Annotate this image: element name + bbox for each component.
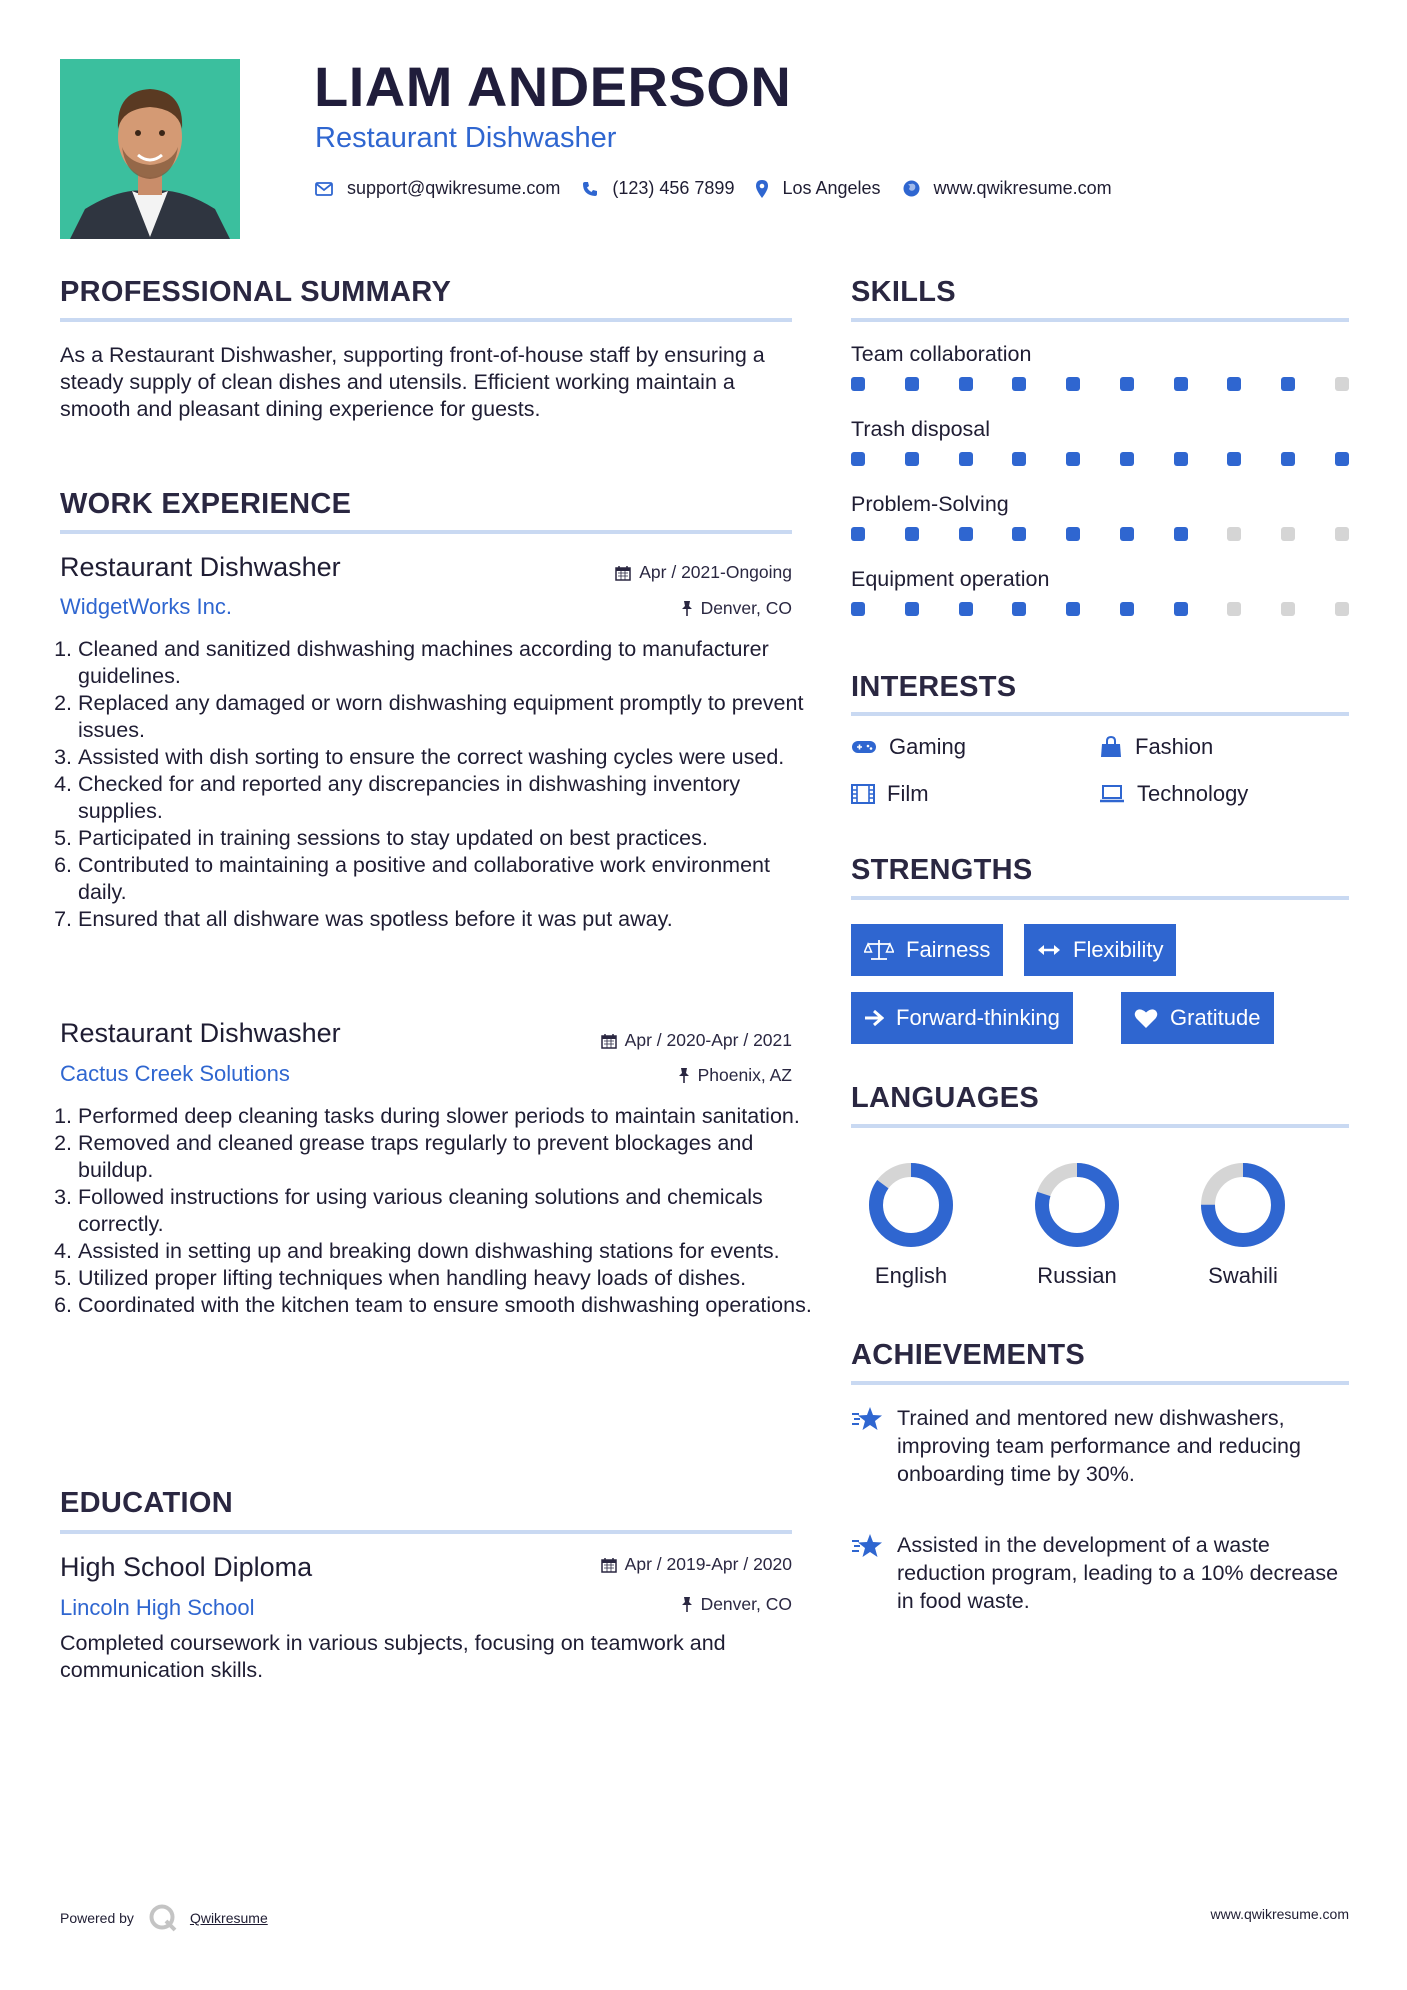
rating-dot-filled xyxy=(851,377,865,391)
job-location xyxy=(678,1065,792,1086)
languages-divider xyxy=(851,1124,1349,1128)
job-title: Restaurant Dishwasher xyxy=(60,552,341,582)
job-location-text: Phoenix, AZ xyxy=(697,1065,792,1085)
interest-label: Technology xyxy=(1137,781,1249,806)
brand-link[interactable]: Qwikresume xyxy=(189,1910,268,1926)
language-item xyxy=(1022,1160,1132,1289)
rating-dot-filled xyxy=(1174,602,1188,616)
language-donut xyxy=(1198,1160,1288,1250)
rating-dot-filled xyxy=(959,377,973,391)
achievements-divider xyxy=(851,1381,1349,1385)
rating-dot-filled xyxy=(851,602,865,616)
rating-dot-filled xyxy=(1335,452,1349,466)
heart-icon xyxy=(1134,1008,1158,1029)
strength-flexibility xyxy=(1024,924,1176,976)
list-item: 3. Assisted with dish sorting to ensure the correct washing cycles were used. xyxy=(78,744,818,771)
strength-gratitude xyxy=(1121,992,1274,1044)
skills-divider xyxy=(851,318,1349,322)
arrow-right-icon xyxy=(864,1009,884,1027)
job-location xyxy=(681,598,792,619)
strength-label: Fairness xyxy=(906,937,991,962)
education-heading: EDUCATION xyxy=(60,1487,233,1519)
rating-dot-filled xyxy=(1012,602,1026,616)
rating-dot-filled xyxy=(905,452,919,466)
rating-dot-filled xyxy=(1012,452,1026,466)
language-item xyxy=(1188,1160,1298,1289)
interest-gaming xyxy=(851,734,966,760)
rating-dot-filled xyxy=(1066,602,1080,616)
skill-label: Trash disposal xyxy=(851,417,991,441)
job-title: Restaurant Dishwasher xyxy=(60,1018,341,1048)
pin-icon xyxy=(681,1596,693,1613)
education-location-text: Denver, CO xyxy=(700,1594,792,1614)
powered-by-label: Powered by xyxy=(60,1910,134,1926)
interest-label: Film xyxy=(887,781,929,806)
rating-dot-filled xyxy=(959,452,973,466)
company-name: WidgetWorks Inc. xyxy=(60,594,232,619)
skill-rating xyxy=(851,527,1349,541)
list-item: 2. Removed and cleaned grease traps regularly to prevent blockages and buildup. xyxy=(78,1130,818,1184)
strength-label: Forward-thinking xyxy=(896,1005,1060,1030)
contact-location xyxy=(756,178,880,199)
rating-dot-empty xyxy=(1281,602,1295,616)
contact-website-text: www.qwikresume.com xyxy=(933,178,1112,198)
strength-label: Flexibility xyxy=(1073,937,1164,962)
film-icon xyxy=(851,784,875,804)
rating-dot-filled xyxy=(1012,527,1026,541)
balance-scale-icon xyxy=(864,939,894,961)
interests-heading: INTERESTS xyxy=(851,671,1017,703)
rating-dot-filled xyxy=(1227,377,1241,391)
rating-dot-filled xyxy=(1120,452,1134,466)
contact-phone-text: (123) 456 7899 xyxy=(612,178,735,198)
rating-dot-filled xyxy=(1120,602,1134,616)
shopping-bag-icon xyxy=(1099,736,1123,758)
rating-dot-empty xyxy=(1335,602,1349,616)
list-item: 1. Performed deep cleaning tasks during slower periods to maintain sanitation. xyxy=(78,1103,818,1130)
rating-dot-filled xyxy=(1012,377,1026,391)
summary-divider xyxy=(60,318,792,322)
rating-dot-filled xyxy=(959,527,973,541)
interest-film xyxy=(851,781,929,807)
arrows-horizontal-icon xyxy=(1037,943,1061,957)
rating-dot-empty xyxy=(1281,527,1295,541)
experience-heading: WORK EXPERIENCE xyxy=(60,488,352,520)
education-description: Completed coursework in various subjects, focusing on teamwork and communication skills. xyxy=(60,1631,726,1682)
rating-dot-filled xyxy=(1227,452,1241,466)
phone-icon xyxy=(582,181,598,197)
list-item: 7. Ensured that all dishware was spotless before it was put away. xyxy=(78,906,818,933)
rating-dot-filled xyxy=(851,527,865,541)
rating-dot-filled xyxy=(1174,527,1188,541)
rating-dot-filled xyxy=(905,377,919,391)
star-icon xyxy=(851,1533,883,1559)
rating-dot-empty xyxy=(1227,527,1241,541)
strengths-heading: STRENGTHS xyxy=(851,854,1033,886)
languages-heading: LANGUAGES xyxy=(851,1082,1039,1114)
strength-forward-thinking xyxy=(851,992,1073,1044)
rating-dot-filled xyxy=(905,527,919,541)
skill-item xyxy=(851,567,1349,642)
map-marker-icon xyxy=(756,180,768,198)
rating-dot-filled xyxy=(1281,377,1295,391)
contact-email-text: support@qwikresume.com xyxy=(347,178,561,198)
globe-icon xyxy=(903,180,920,197)
list-item: 1. Cleaned and sanitized dishwashing machines according to manufacturer guidelines. xyxy=(78,636,818,690)
qwikresume-logo-icon xyxy=(148,1903,178,1933)
list-item: 3. Followed instructions for using various cleaning solutions and chemicals correctly. xyxy=(78,1184,818,1238)
skill-rating xyxy=(851,452,1349,466)
contact-website[interactable] xyxy=(903,178,1112,199)
company-name: Cactus Creek Solutions xyxy=(60,1061,290,1086)
contact-email[interactable] xyxy=(315,178,560,199)
rating-dot-filled xyxy=(1066,452,1080,466)
footer-website[interactable]: www.qwikresume.com xyxy=(1210,1906,1349,1922)
rating-dot-filled xyxy=(1066,527,1080,541)
envelope-icon xyxy=(315,182,333,196)
interest-label: Fashion xyxy=(1135,734,1214,759)
summary-heading: PROFESSIONAL SUMMARY xyxy=(60,276,452,308)
interest-fashion xyxy=(1099,734,1213,760)
job-location-text: Denver, CO xyxy=(700,598,792,618)
rating-dot-filled xyxy=(1066,377,1080,391)
calendar-icon xyxy=(601,1557,617,1573)
candidate-name: LIAM ANDERSON xyxy=(314,55,792,118)
list-item: 6. Contributed to maintaining a positive and collaborative work environment daily. xyxy=(78,852,818,906)
experience-divider xyxy=(60,530,792,534)
language-label: Russian xyxy=(1037,1263,1117,1288)
achievements-heading: ACHIEVEMENTS xyxy=(851,1339,1086,1371)
education-location xyxy=(681,1594,792,1615)
rating-dot-empty xyxy=(1335,527,1349,541)
education-date xyxy=(601,1554,792,1575)
rating-dot-filled xyxy=(1281,452,1295,466)
school-name: Lincoln High School xyxy=(60,1595,255,1620)
footer-branding xyxy=(60,1903,268,1933)
laptop-icon xyxy=(1099,785,1125,803)
star-icon xyxy=(851,1406,883,1432)
skill-rating xyxy=(851,377,1349,391)
contact-bar xyxy=(315,178,1134,199)
skill-item xyxy=(851,342,1349,417)
language-label: English xyxy=(874,1263,948,1288)
achievement-text: Assisted in the development of a waste reduction program, leading to a 10% decrease in food waste. xyxy=(897,1533,1339,1613)
list-item: 4. Assisted in setting up and breaking down dishwashing stations for events. xyxy=(78,1238,818,1265)
rating-dot-filled xyxy=(959,602,973,616)
rating-dot-filled xyxy=(1174,377,1188,391)
profile-photo xyxy=(60,59,240,239)
interests-divider xyxy=(851,712,1349,716)
job-date-text: Apr / 2020-Apr / 2021 xyxy=(624,1030,792,1050)
strengths-divider xyxy=(851,896,1349,900)
job-date xyxy=(615,562,792,583)
achievement-text: Trained and mentored new dishwashers, improving team performance and reducing onboarding time by 30%. xyxy=(897,1406,1301,1486)
list-item: 4. Checked for and reported any discrepancies in dishwashing inventory supplies. xyxy=(78,771,818,825)
rating-dot-filled xyxy=(1174,452,1188,466)
rating-dot-empty xyxy=(1227,602,1241,616)
strength-label: Gratitude xyxy=(1170,1005,1261,1030)
summary-text: As a Restaurant Dishwasher, supporting front-of-house staff by ensuring a steady supply of clean dishes and utensils. Efficient working maintain a smooth and pleasant dining experience for guests. xyxy=(60,343,765,421)
language-donut xyxy=(1032,1160,1122,1250)
contact-location-text: Los Angeles xyxy=(782,178,881,198)
skill-rating xyxy=(851,602,1349,616)
calendar-icon xyxy=(601,1033,617,1049)
rating-dot-empty xyxy=(1335,377,1349,391)
education-date-text: Apr / 2019-Apr / 2020 xyxy=(624,1554,792,1574)
achievement-item xyxy=(851,1531,1349,1615)
pin-icon xyxy=(681,600,693,617)
skills-heading: SKILLS xyxy=(851,276,956,308)
pin-icon xyxy=(678,1067,690,1084)
contact-phone[interactable] xyxy=(582,178,734,199)
skill-label: Equipment operation xyxy=(851,567,1050,591)
list-item: 5. Participated in training sessions to stay updated on best practices. xyxy=(78,825,818,852)
rating-dot-filled xyxy=(851,452,865,466)
interest-technology xyxy=(1099,781,1248,807)
degree-title: High School Diploma xyxy=(60,1552,313,1582)
interest-label: Gaming xyxy=(889,734,967,759)
job-bullets xyxy=(60,636,818,933)
languages-list xyxy=(856,1160,1298,1289)
skills-list xyxy=(851,342,1349,642)
language-item xyxy=(856,1160,966,1289)
gamepad-icon xyxy=(851,739,877,755)
job-date xyxy=(601,1030,792,1051)
calendar-icon xyxy=(615,565,631,581)
list-item: 6. Coordinated with the kitchen team to ensure smooth dishwashing operations. xyxy=(78,1292,818,1319)
candidate-title: Restaurant Dishwasher xyxy=(315,122,617,154)
achievement-item xyxy=(851,1404,1349,1488)
language-donut xyxy=(866,1160,956,1250)
list-item: 5. Utilized proper lifting techniques when handling heavy loads of dishes. xyxy=(78,1265,818,1292)
skill-item xyxy=(851,492,1349,567)
job-date-text: Apr / 2021-Ongoing xyxy=(639,562,792,582)
language-label: Swahili xyxy=(1208,1263,1278,1288)
skill-label: Problem-Solving xyxy=(851,492,1009,516)
education-divider xyxy=(60,1530,792,1534)
list-item: 2. Replaced any damaged or worn dishwashing equipment promptly to prevent issues. xyxy=(78,690,818,744)
skill-item xyxy=(851,417,1349,492)
skill-label: Team collaboration xyxy=(851,342,1032,366)
job-bullets xyxy=(60,1103,818,1319)
strength-fairness xyxy=(851,924,1003,976)
rating-dot-filled xyxy=(1120,377,1134,391)
rating-dot-filled xyxy=(905,602,919,616)
rating-dot-filled xyxy=(1120,527,1134,541)
